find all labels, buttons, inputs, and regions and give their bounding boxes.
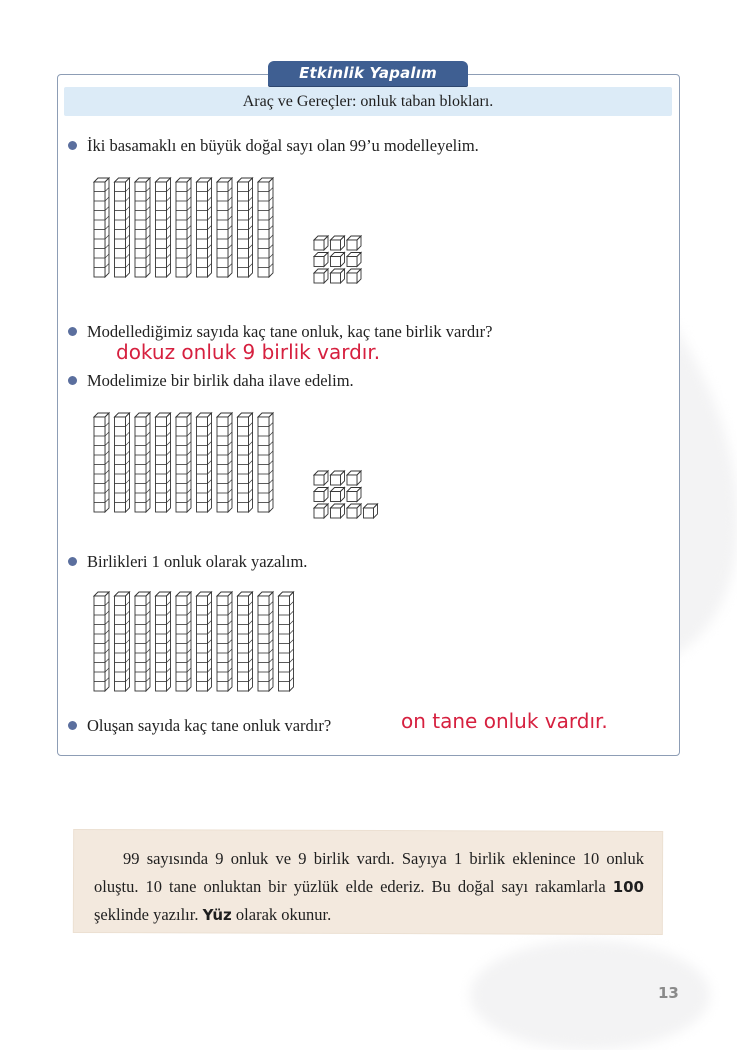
ten-rod bbox=[135, 592, 150, 691]
info-text-part: olarak okunur. bbox=[231, 905, 332, 924]
step-2 bbox=[68, 322, 492, 342]
step-4 bbox=[68, 552, 307, 572]
ten-rod bbox=[115, 592, 130, 691]
unit-cube bbox=[347, 253, 361, 267]
unit-cube bbox=[331, 253, 345, 267]
model-100-ones bbox=[92, 413, 392, 523]
page-number: 13 bbox=[658, 984, 679, 1002]
ten-rod bbox=[176, 592, 191, 691]
ten-rod bbox=[217, 178, 232, 277]
ten-rod bbox=[176, 178, 191, 277]
step-1-text: İki basamaklı en büyük doğal sayı olan 99’u modelleyelim. bbox=[87, 136, 479, 155]
model-ten-tens bbox=[92, 592, 382, 702]
unit-cube bbox=[347, 488, 361, 502]
unit-cube bbox=[364, 504, 378, 518]
unit-cube bbox=[331, 269, 345, 283]
ten-rod bbox=[94, 413, 109, 512]
ten-rod bbox=[135, 413, 150, 512]
activity-title: Etkinlik Yapalım bbox=[268, 61, 468, 86]
unit-cube bbox=[314, 253, 328, 267]
unit-cube bbox=[314, 269, 328, 283]
unit-cube bbox=[347, 269, 361, 283]
unit-cube bbox=[347, 504, 361, 518]
unit-cube bbox=[331, 236, 345, 250]
ten-rod bbox=[156, 413, 171, 512]
bullet-icon bbox=[68, 721, 77, 730]
unit-cube bbox=[314, 236, 328, 250]
ten-rod bbox=[217, 413, 232, 512]
unit-cube bbox=[347, 236, 361, 250]
unit-cube bbox=[314, 504, 328, 518]
ten-rod bbox=[238, 592, 253, 691]
ten-rod bbox=[258, 592, 273, 691]
bullet-icon bbox=[68, 557, 77, 566]
unit-cube bbox=[314, 488, 328, 502]
bullet-icon bbox=[68, 376, 77, 385]
bullet-icon bbox=[68, 327, 77, 336]
unit-cube bbox=[331, 471, 345, 485]
info-text bbox=[94, 845, 644, 930]
step-5-text: Oluşan sayıda kaç tane onluk vardır? bbox=[87, 716, 332, 735]
step-3-text: Modelimize bir birlik daha ilave edelim. bbox=[87, 371, 354, 390]
ten-rod bbox=[197, 413, 212, 512]
ten-rod bbox=[238, 413, 253, 512]
ten-rod bbox=[258, 413, 273, 512]
model-99 bbox=[92, 178, 382, 288]
ten-rod bbox=[156, 178, 171, 277]
info-number: 100 bbox=[612, 877, 644, 896]
step-1 bbox=[68, 136, 479, 156]
bullet-icon bbox=[68, 141, 77, 150]
ten-rod bbox=[94, 178, 109, 277]
ten-rod bbox=[258, 178, 273, 277]
ten-rod bbox=[197, 592, 212, 691]
ten-rod bbox=[115, 413, 130, 512]
ten-rod bbox=[156, 592, 171, 691]
unit-cube bbox=[314, 471, 328, 485]
answer-2: on tane onluk vardır. bbox=[401, 709, 608, 733]
ten-rod bbox=[135, 178, 150, 277]
ten-rod bbox=[197, 178, 212, 277]
unit-cube bbox=[331, 488, 345, 502]
unit-cube bbox=[347, 471, 361, 485]
step-3 bbox=[68, 371, 354, 391]
ten-rod bbox=[217, 592, 232, 691]
materials-bar: Araç ve Gereçler: onluk taban blokları. bbox=[64, 87, 672, 116]
step-2-text: Modellediğimiz sayıda kaç tane onluk, kaç tane birlik vardır? bbox=[87, 322, 493, 341]
step-4-text: Birlikleri 1 onluk olarak yazalım. bbox=[87, 552, 308, 571]
ten-rod bbox=[279, 592, 294, 691]
ten-rod bbox=[94, 592, 109, 691]
step-5 bbox=[68, 716, 331, 736]
answer-1: dokuz onluk 9 birlik vardır. bbox=[116, 340, 381, 364]
info-word: Yüz bbox=[202, 906, 232, 924]
info-text-part: şeklinde yazılır. bbox=[94, 905, 203, 924]
ten-rod bbox=[238, 178, 253, 277]
ten-rod bbox=[176, 413, 191, 512]
info-text-part: 99 sayısında 9 onluk ve 9 birlik vardı. Sayıya 1 birlik eklenince 10 onluk oluştu. 10 tane onluktan bir yüzlük elde ederiz. Bu doğal sayı rakamlarla bbox=[94, 849, 644, 896]
unit-cube bbox=[331, 504, 345, 518]
ten-rod bbox=[115, 178, 130, 277]
